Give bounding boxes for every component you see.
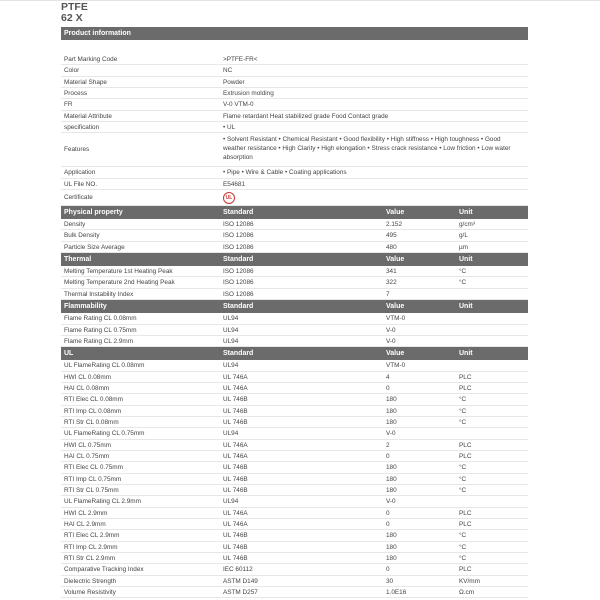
- table-row: [61, 417, 528, 428]
- property-value: 180: [386, 418, 397, 426]
- property-value: V-0: [386, 337, 396, 345]
- table-row: [61, 219, 528, 230]
- table-row: [61, 230, 528, 241]
- property-standard: ISO 12086: [223, 279, 254, 287]
- table-row: [61, 406, 528, 417]
- property-unit: °C: [459, 396, 467, 404]
- property-standard: UL 746B: [223, 418, 248, 426]
- property-label: Particle Size Average: [64, 243, 125, 251]
- property-standard: UL94: [223, 337, 239, 345]
- features-row: [61, 133, 528, 167]
- product-info-rows-2: [61, 167, 528, 190]
- property-label: RTI Str CL 0.08mm: [64, 418, 119, 426]
- col-value-header: Value: [386, 303, 405, 311]
- property-label: HWI CL 0.08mm: [64, 373, 111, 381]
- property-value: V-0: [386, 430, 396, 438]
- property-label: RTI Imp CL 0.75mm: [64, 475, 122, 483]
- product-info-header: [61, 27, 528, 40]
- datasheet: [61, 27, 528, 598]
- property-value: 30: [386, 577, 394, 585]
- info-label: Material Attribute: [64, 112, 112, 120]
- info-row: [61, 88, 528, 99]
- property-value: 180: [386, 407, 397, 415]
- table-row: [61, 451, 528, 462]
- property-unit: PLC: [459, 373, 472, 381]
- table-row: [61, 564, 528, 575]
- property-standard: UL 746B: [223, 475, 248, 483]
- property-standard: ISO 12086: [223, 268, 254, 276]
- table-row: [61, 587, 528, 598]
- header-gap: [61, 40, 528, 54]
- property-value: 180: [386, 475, 397, 483]
- col-value-header: Value: [386, 350, 405, 358]
- info-label: Application: [64, 169, 96, 177]
- property-value: 0: [386, 566, 390, 574]
- property-value: 2: [386, 441, 390, 449]
- info-value: • UL: [223, 124, 236, 132]
- col-unit-header: Unit: [459, 256, 473, 264]
- property-unit: Ω.cm: [459, 589, 475, 597]
- table-row: [61, 289, 528, 300]
- info-value: NC: [223, 67, 233, 75]
- table-row: [61, 242, 528, 253]
- property-value: 341: [386, 268, 397, 276]
- table-row: [61, 553, 528, 564]
- certificate-row: [61, 190, 528, 206]
- property-standard: UL 746A: [223, 509, 248, 517]
- property-value: 7: [386, 290, 390, 298]
- property-unit: °C: [459, 475, 467, 483]
- property-label: RTI Elec CL 0.75mm: [64, 464, 123, 472]
- info-row: [61, 122, 528, 133]
- ul-certificate-icon: UL: [223, 192, 235, 204]
- property-label: HWI CL 0.75mm: [64, 441, 111, 449]
- property-standard: ISO 12086: [223, 290, 254, 298]
- property-unit: °C: [459, 555, 467, 563]
- property-value: 322: [386, 279, 397, 287]
- table-row: [61, 440, 528, 451]
- col-standard-header: Standard: [223, 303, 254, 311]
- table-row: [61, 428, 528, 439]
- property-value: 180: [386, 532, 397, 540]
- col-value-header: Value: [386, 209, 405, 217]
- property-unit: °C: [459, 532, 467, 540]
- table-row: [61, 277, 528, 288]
- property-label: Flame Rating CL 0.08mm: [64, 315, 137, 323]
- col-unit-header: Unit: [459, 350, 473, 358]
- section-header: [61, 347, 528, 360]
- table-row: [61, 336, 528, 347]
- property-label: UL FlameRating CL 2.9mm: [64, 498, 141, 506]
- property-label: HAI CL 0.75mm: [64, 452, 110, 460]
- property-standard: ASTM D257: [223, 589, 258, 597]
- property-standard: ASTM D149: [223, 577, 258, 585]
- property-standard: UL94: [223, 362, 239, 370]
- table-row: [61, 394, 528, 405]
- info-label: Color: [64, 67, 80, 75]
- info-label: specification: [64, 124, 100, 132]
- property-standard: UL 746B: [223, 543, 248, 551]
- table-row: [61, 576, 528, 587]
- property-unit: PLC: [459, 509, 472, 517]
- table-row: [61, 530, 528, 541]
- info-row: [61, 167, 528, 178]
- property-standard: UL94: [223, 498, 239, 506]
- property-unit: °C: [459, 407, 467, 415]
- property-unit: g/cm³: [459, 221, 475, 229]
- property-label: HAI CL 2.9mm: [64, 521, 106, 528]
- property-unit: °C: [459, 268, 467, 276]
- info-row: [61, 179, 528, 190]
- info-label: FR: [64, 101, 73, 109]
- section-header: [61, 253, 528, 266]
- features-label: Features: [64, 146, 90, 154]
- info-row: [61, 77, 528, 88]
- section-heading: UL: [64, 350, 74, 358]
- product-title: PTFE: [61, 1, 88, 13]
- property-label: Comparative Tracking Index: [64, 566, 144, 574]
- section-heading: Thermal: [64, 256, 92, 264]
- property-label: Melting Temperature 1st Heating Peak: [64, 268, 173, 276]
- table-row: [61, 496, 528, 507]
- info-label: UL File NO.: [64, 180, 98, 188]
- info-value: Extrusion molding: [223, 90, 274, 98]
- property-label: Flame Rating CL 2.9mm: [64, 337, 134, 345]
- property-unit: °C: [459, 486, 467, 494]
- product-code: 62 X: [61, 12, 83, 24]
- property-unit: µm: [459, 243, 469, 251]
- property-value: V-0: [386, 498, 396, 506]
- property-standard: UL 746A: [223, 373, 248, 381]
- property-value: 4: [386, 373, 390, 381]
- features-value: • Solvent Resistant • Chemical Resistant • Good flexibility • High stiffness • High toughness • Good weather resistance • High Clarity • High elongation • Stress crack resistance • Low friction • Low water absorption: [223, 136, 511, 161]
- info-row: [61, 111, 528, 122]
- property-standard: ISO 12086: [223, 221, 254, 229]
- property-value: 180: [386, 486, 397, 494]
- property-sections: [61, 206, 528, 598]
- property-unit: °C: [459, 418, 467, 426]
- property-label: HAI CL 0.08mm: [64, 384, 110, 392]
- info-value: E54681: [223, 180, 246, 188]
- property-standard: UL 746A: [223, 452, 248, 460]
- info-label: Material Shape: [64, 78, 107, 86]
- top-divider: [0, 0, 600, 1]
- table-row: [61, 313, 528, 324]
- property-unit: PLC: [459, 441, 472, 449]
- property-standard: UL 746B: [223, 532, 248, 540]
- info-row: [61, 99, 528, 110]
- info-value: V-0 VTM-0: [223, 101, 254, 109]
- property-label: Flame Rating CL 0.75mm: [64, 326, 137, 334]
- property-standard: UL 746B: [223, 555, 248, 563]
- section-header: [61, 300, 528, 313]
- property-value: 1.0E16: [386, 589, 407, 597]
- table-row: [61, 462, 528, 473]
- property-unit: PLC: [459, 521, 472, 528]
- property-unit: PLC: [459, 452, 472, 460]
- info-value: • Pipe • Wire & Cable • Coating applications: [223, 169, 347, 177]
- property-value: 480: [386, 243, 397, 251]
- property-unit: g/L: [459, 232, 468, 240]
- property-value: 495: [386, 232, 397, 240]
- property-label: RTI Str CL 2.9mm: [64, 555, 116, 563]
- info-row: [61, 54, 528, 65]
- property-standard: UL 746A: [223, 441, 248, 449]
- table-row: [61, 383, 528, 394]
- property-label: Thermal Instability Index: [64, 290, 134, 298]
- table-row: [61, 519, 528, 530]
- info-value: Flame retardant Heat stabilized grade Food Contact grade: [223, 112, 389, 120]
- property-value: 0: [386, 452, 390, 460]
- col-unit-header: Unit: [459, 209, 473, 217]
- property-standard: UL94: [223, 315, 239, 323]
- table-row: [61, 508, 528, 519]
- info-row: [61, 65, 528, 76]
- table-row: [61, 266, 528, 277]
- property-label: Bulk Density: [64, 232, 100, 240]
- table-row: [61, 542, 528, 553]
- property-label: Density: [64, 221, 86, 229]
- property-value: 0: [386, 509, 390, 517]
- property-standard: IEC 60112: [223, 566, 253, 574]
- table-row: [61, 474, 528, 485]
- property-label: Volume Resistivity: [64, 589, 116, 597]
- table-row: [61, 360, 528, 371]
- property-label: RTI Elec CL 0.08mm: [64, 396, 123, 404]
- col-standard-header: Standard: [223, 256, 254, 264]
- property-label: RTI Imp CL 2.9mm: [64, 543, 118, 551]
- property-unit: °C: [459, 279, 467, 287]
- property-unit: PLC: [459, 566, 472, 574]
- property-value: 0: [386, 521, 390, 528]
- property-standard: UL 746B: [223, 464, 248, 472]
- info-label: Process: [64, 90, 88, 98]
- col-standard-header: Standard: [223, 350, 254, 358]
- info-label: Part Marking Code: [64, 56, 118, 63]
- property-standard: UL 746B: [223, 396, 248, 404]
- property-standard: ISO 12086: [223, 243, 254, 251]
- property-value: 180: [386, 396, 397, 404]
- table-row: [61, 325, 528, 336]
- info-value: Powder: [223, 78, 245, 86]
- section-heading: Flammability: [64, 303, 107, 311]
- property-unit: °C: [459, 464, 467, 472]
- property-standard: UL94: [223, 326, 239, 334]
- col-value-header: Value: [386, 256, 405, 264]
- table-row: [61, 485, 528, 496]
- col-standard-header: Standard: [223, 209, 254, 217]
- property-unit: °C: [459, 543, 467, 551]
- property-standard: UL 746A: [223, 384, 248, 392]
- property-label: HWI CL 2.9mm: [64, 509, 108, 517]
- property-value: 180: [386, 464, 397, 472]
- property-unit: KV/mm: [459, 577, 480, 585]
- property-standard: UL 746A: [223, 521, 248, 528]
- certificate-label: Certificate: [64, 194, 93, 202]
- col-unit-header: Unit: [459, 303, 473, 311]
- product-info-heading: Product information: [64, 30, 131, 37]
- property-value: V-0: [386, 326, 396, 334]
- property-value: VTM-0: [386, 362, 406, 370]
- property-value: 180: [386, 543, 397, 551]
- property-label: RTI Elec CL 2.9mm: [64, 532, 120, 540]
- property-standard: UL94: [223, 430, 239, 438]
- property-value: 2.152: [386, 221, 402, 229]
- property-label: Melting Temperature 2nd Heating Peak: [64, 279, 175, 287]
- property-standard: UL 746B: [223, 486, 248, 494]
- property-label: RTI Imp CL 0.08mm: [64, 407, 122, 415]
- property-standard: UL 746B: [223, 407, 248, 415]
- table-row: [61, 372, 528, 383]
- property-label: Dielectric Strength: [64, 577, 117, 585]
- property-label: RTI Str CL 0.75mm: [64, 486, 119, 494]
- property-label: UL FlameRating CL 0.08mm: [64, 362, 145, 370]
- product-info-rows: [61, 54, 528, 133]
- property-value: 180: [386, 555, 397, 563]
- property-unit: PLC: [459, 384, 472, 392]
- property-value: 0: [386, 384, 390, 392]
- info-value: >PTFE-FR<: [223, 56, 258, 63]
- section-heading: Physical property: [64, 209, 123, 217]
- property-label: UL FlameRating CL 0.75mm: [64, 430, 145, 438]
- section-header: [61, 206, 528, 219]
- property-value: VTM-0: [386, 315, 406, 323]
- property-standard: ISO 12086: [223, 232, 254, 240]
